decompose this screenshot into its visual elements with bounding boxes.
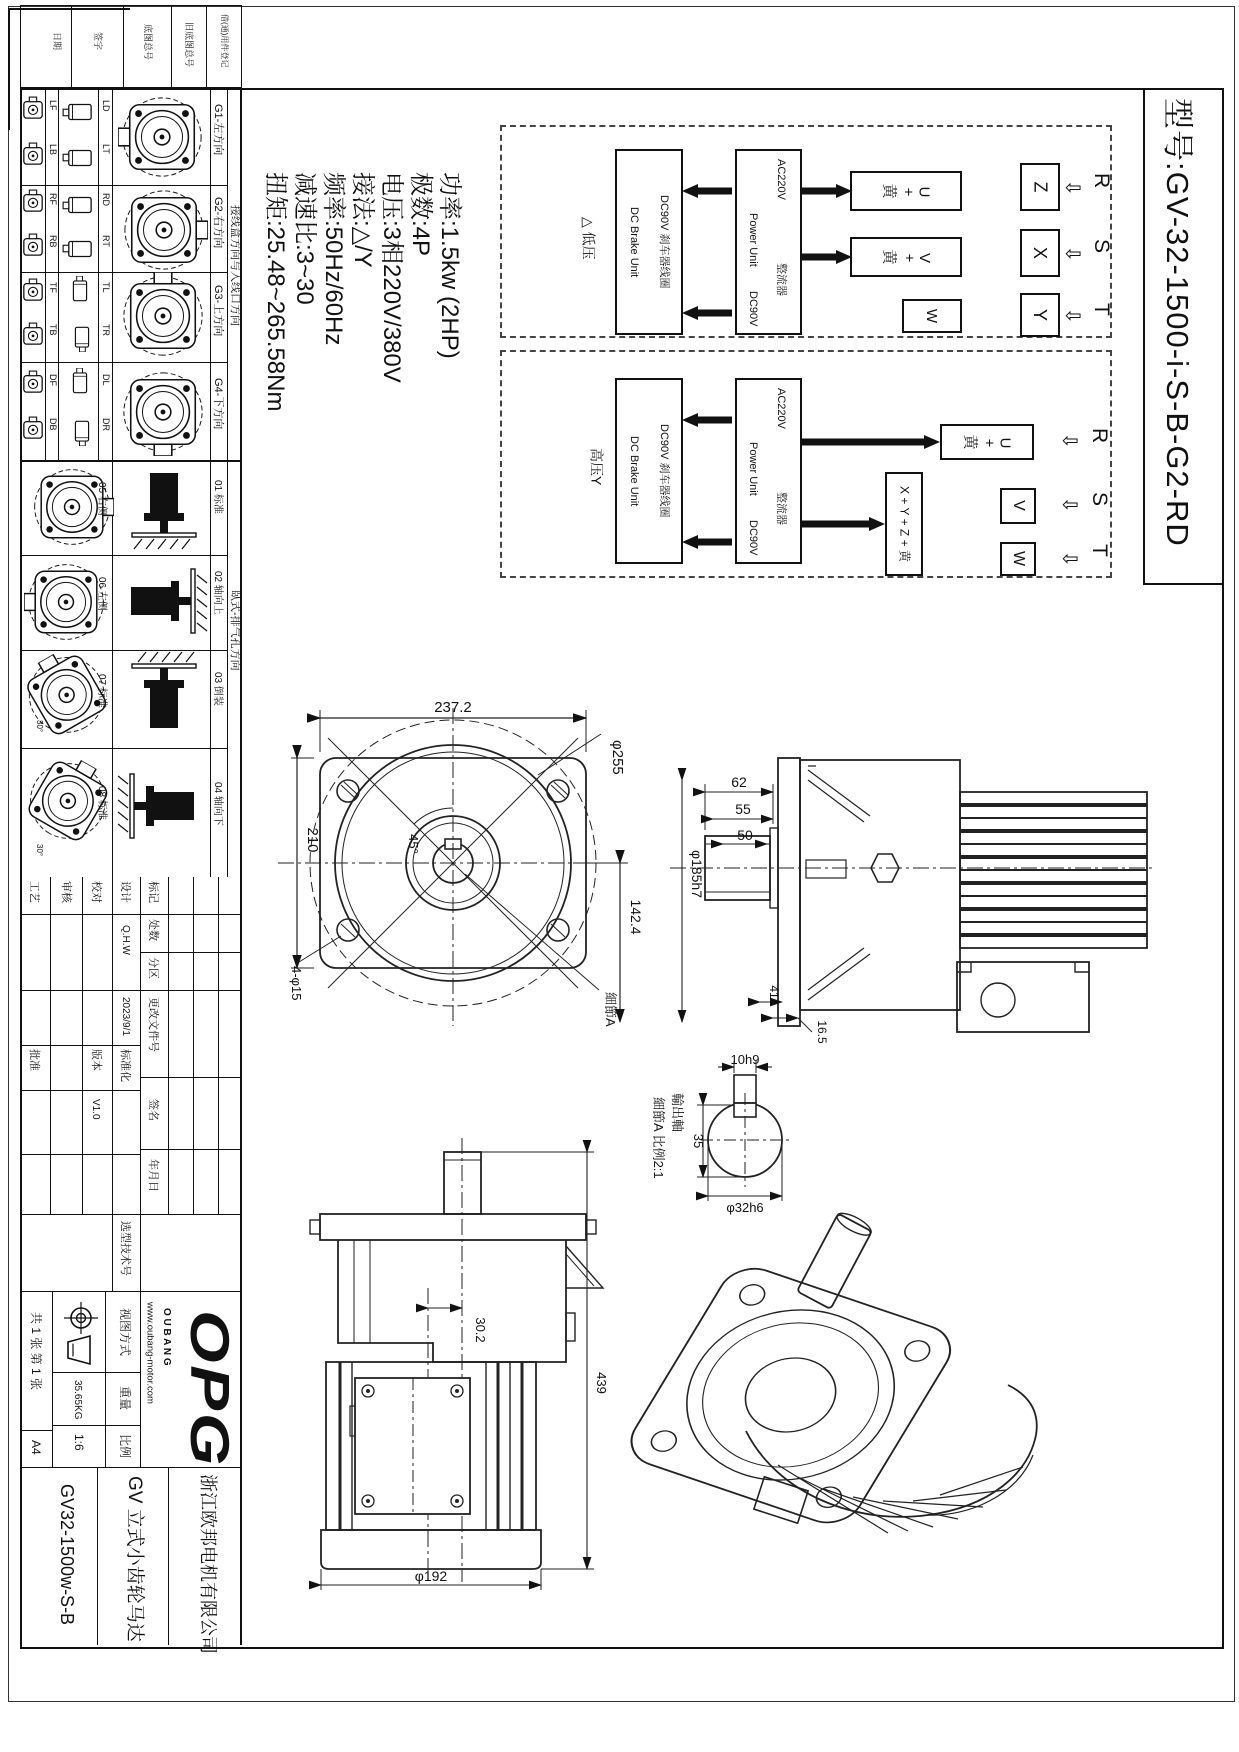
rectifier-ac-label: AC220V [775,388,788,429]
designer-name: Q.H.W [120,925,131,955]
terminal-s: S [1088,492,1112,507]
rev-header-count: 处数 [147,919,160,941]
view-method-label: 视图方式 [118,1308,133,1357]
orientation-table [20,90,242,877]
g-band-label: G4-下方向 [212,378,225,430]
rev-header-docno: 更改文件号 [147,997,160,1052]
tap-box-y [1020,293,1060,337]
angle-note: 30° [34,844,44,857]
motor-front-view-icon [118,368,206,454]
orientation-header-q: 臥式-排气孔方向 [229,590,242,671]
brand-url: www.oubang-motor.com [144,1302,156,1404]
brake-unit-box [615,378,683,564]
dim-label: 10h9 [730,1052,760,1067]
pos-label: DB [47,418,58,431]
pos-label: LT [100,144,111,154]
spec-torque: 扭矩:25.48~265.58Nm [262,172,289,412]
motor-mounted-icon [124,654,204,742]
rev-header-date: 年月日 [147,1159,160,1192]
q-band-left-label: 08 标准 [96,786,107,820]
phase-box-v [1000,488,1036,524]
q-band-right-label: 03 倒装 [212,672,223,706]
dim-label: 62 [731,774,747,790]
pos-label: RB [47,235,58,248]
spec-poles: 极数:4P [407,172,434,257]
terminal-t: T [1088,544,1112,557]
star-box [885,472,923,576]
brake-unit-cn: DC90V 刹车器线圈 [658,195,670,289]
projection-symbol-icon [60,1302,102,1368]
brake-unit-cn: DC90V 刹车器线圈 [658,424,670,518]
g-band-label: G3-上方向 [212,285,225,337]
phase-box-w [1000,542,1036,576]
company-name: 浙江欧邦电机有限公司 [197,1474,218,1654]
drawing-number: GV32-1500w-S-B [56,1484,77,1626]
terminal-t: T [1090,303,1114,316]
terminal-r: R [1088,428,1112,444]
revision-table [20,877,242,1215]
motor-side-icon [62,98,96,126]
motor-side-icon [62,233,96,261]
phase-box-v [850,237,962,277]
orientation-band-q5 [20,460,242,555]
product-name: GV 立式小齿轮马达 [123,1476,145,1642]
selection-band [20,1215,242,1292]
phase-box-v-label: 黄 + V [880,248,933,266]
brake-unit-en: DC Brake Unit [628,206,640,278]
brake-unit-en: DC Brake Unit [628,435,640,507]
g-band-label: G2-右方向 [212,197,225,249]
weight-label: 重量 [118,1386,133,1411]
orientation-band-g2 [20,185,242,272]
arrow-icon: ⇦ [1065,243,1082,265]
sheet-count: 共 1 张 第 1 张 [29,1312,44,1391]
rectifier-dc-label: DC90V [747,291,760,327]
orientation-band-g1 [20,90,242,185]
pos-label: RF [47,193,58,205]
orientation-header-g: 接线盒方向与入线口方向 [229,205,242,326]
margin-field-borrow: 借(通)用件登记 [219,14,229,68]
detail-label: 細節A [603,992,618,1027]
pos-label: TL [100,282,111,293]
shaft-detail-drawing [633,1053,813,1215]
motor-top-icon [22,370,44,396]
q-band-right-label: 04 轴向下 [212,782,223,826]
phase-box-u [940,424,1034,460]
rectifier-box [735,149,802,335]
g-band-label: G1-左方向 [212,104,225,156]
terminal-r: R [1090,173,1114,189]
rectifier-ac-label: AC220V [775,159,788,200]
pos-label: DR [100,418,111,431]
tap-box-y-label: Y [1030,308,1051,322]
brand-sub-logo: O U B A N G [161,1308,172,1366]
motor-side-icon [64,370,92,402]
version-value: V1.0 [90,1099,101,1120]
pos-label: TF [47,282,58,293]
dim-label: φ255 [609,740,626,775]
orientation-band-g3 [20,272,242,362]
motor-mounted-icon [124,559,204,645]
design-date: 2023/9/1 [120,997,131,1036]
motor-side-icon [62,191,96,219]
dim-label: 142.4 [628,899,644,935]
margin-field-sign: 签字 [92,32,103,51]
selection-label: 选型技术号 [119,1221,132,1276]
motor-top-icon [22,278,44,304]
phase-box-u-label: 黄 + U [961,433,1014,451]
pos-label: LD [100,100,111,112]
phase-box-w-label: W [1009,550,1027,568]
scale-value: 1:6 [72,1434,87,1451]
dim-label: 210 [304,827,321,853]
wiring-high-label: 高压Y [588,448,605,486]
brand-logo: OPG [178,1310,240,1469]
isometric-view-drawing [628,1195,1088,1540]
dim-label: φ192 [414,1568,448,1584]
wiring-diagram-high [500,350,1112,578]
tap-box-x-label: X [1030,246,1051,260]
rectifier-en-label: Power Unit [747,213,760,267]
motor-top-icon [22,96,44,122]
q-band-left-label: 07 标准 [96,674,107,708]
motor-top-icon [22,416,44,442]
title-block-upper [20,1292,242,1468]
arrow-icon: ⇦ [1065,305,1082,327]
rectifier-cn-label: 整流器 [775,492,788,525]
motor-front-view-icon [118,94,206,180]
margin-field-old-master: 旧底图总号 [183,22,194,68]
dim-label: 439 [594,1372,609,1394]
rectifier-en-label: Power Unit [747,442,760,496]
motor-side-icon [64,278,92,310]
arrow-icon: ⇦ [1062,548,1079,570]
paper-size: A4 [29,1440,44,1455]
title-block-lower [20,1468,242,1654]
row-label-design: 设计 [119,881,132,903]
arrow-icon: ⇦ [1065,177,1082,199]
motor-top-icon [22,233,44,259]
q-band-left-label: 05 右侧 [96,482,107,516]
dim-label: 30.2 [473,1317,488,1343]
spec-voltage: 电压:3相220V/380V [378,172,405,383]
row-label-audit: 审核 [60,881,73,903]
motor-front-view-icon [118,274,206,360]
motor-top-icon [22,322,44,348]
model-title: 型号:GV-32-1500-i-S-B-G2-RD [1160,98,1196,547]
pos-label: RT [100,235,111,247]
side-view-drawing [620,640,1155,1045]
rev-header-sign: 签名 [147,1099,160,1121]
tap-box-z-label: Z [1030,181,1051,193]
rectifier-dc-label: DC90V [747,520,760,556]
motor-side-icon [62,142,96,170]
phase-box-w [902,299,962,333]
angle-note: 30° [34,720,44,733]
brake-unit-box [615,149,683,335]
margin-field-master: 底图总号 [142,24,153,61]
phase-box-u-label: 黄 + U [880,182,933,200]
q-band-right-label: 02 轴向上 [212,571,223,615]
dim-label: 237.2 [434,699,472,716]
phase-box-w-label: W [923,308,941,324]
q-band-left-label: 06 左侧 [96,577,107,611]
scale-label: 比例 [118,1434,133,1459]
spec-connection: 接法:△/Y [349,172,376,268]
tap-box-x [1020,229,1060,277]
dim-label: 45° [406,834,421,854]
motor-front-view-icon [118,186,206,270]
pos-label: TR [100,324,111,336]
pos-label: LB [47,144,58,156]
rectifier-cn-label: 整流器 [775,263,788,296]
row-label-check: 校对 [90,881,103,903]
version-label: 版本 [90,1049,103,1071]
q-band-right-label: 01 标准 [212,480,223,514]
pos-label: TB [47,324,58,336]
shaft-output-label: 輸出軸 [670,1093,685,1133]
margin-field-table [20,5,242,88]
standardize-label: 标准化 [119,1049,132,1082]
dim-label: 50 [737,827,753,843]
orientation-band-q8 [20,748,242,877]
arrow-icon: ⇦ [1062,430,1079,452]
wiring-low-label: △ 低压 [580,217,597,260]
dim-label: 16.5 [815,1020,829,1044]
margin-field-date: 日期 [51,32,62,51]
corner-mark-v [8,8,10,130]
shaft-detail-label: 細節A 比例2:1 [651,1097,666,1179]
motor-mounted-icon [124,764,204,856]
pos-label: LF [47,100,58,111]
dim-label: 4-φ15 [289,966,304,1001]
motor-mounted-icon [124,464,204,550]
dim-label: 35 [691,1133,706,1149]
orientation-band-q7 [20,650,242,748]
motor-top-icon [22,142,44,168]
motor-side-icon [64,320,92,352]
pos-label: RD [100,193,111,206]
pos-label: DL [100,374,111,386]
orientation-band-q6 [20,555,242,650]
vertical-view-drawing [298,1138,650,1596]
phase-box-u [850,171,962,211]
dim-label: φ185h7 [689,849,705,899]
terminal-s: S [1090,239,1114,254]
rev-header-mark: 标记 [147,881,160,903]
spec-power: 功率:1.5kw (2HP) [436,172,463,359]
pos-label: DF [47,374,58,386]
front-view-drawing [283,622,643,1034]
spec-frequency: 频率:50Hz/60Hz [320,172,347,346]
phase-box-v-label: V [1009,500,1027,512]
rectifier-box [735,378,802,564]
motor-top-icon [22,189,44,215]
spec-ratio: 减速比:3~30 [291,172,318,305]
tap-box-z [1020,163,1060,211]
wiring-diagram-low [500,125,1112,338]
arrow-icon: ⇦ [1062,494,1079,516]
star-box-label: X + Y + Z + 黄 [897,486,912,562]
dim-label: 41 [767,985,781,999]
spec-block [258,172,464,472]
motor-side-icon [64,414,92,446]
approve-label: 批准 [28,1049,41,1071]
dim-label: 55 [735,801,751,817]
rev-header-zone: 分区 [147,957,160,979]
orientation-band-g4 [20,362,242,460]
weight-value: 35.65KG [72,1380,83,1420]
row-label-process: 工艺 [28,881,41,903]
dim-label: φ32h6 [726,1200,764,1215]
